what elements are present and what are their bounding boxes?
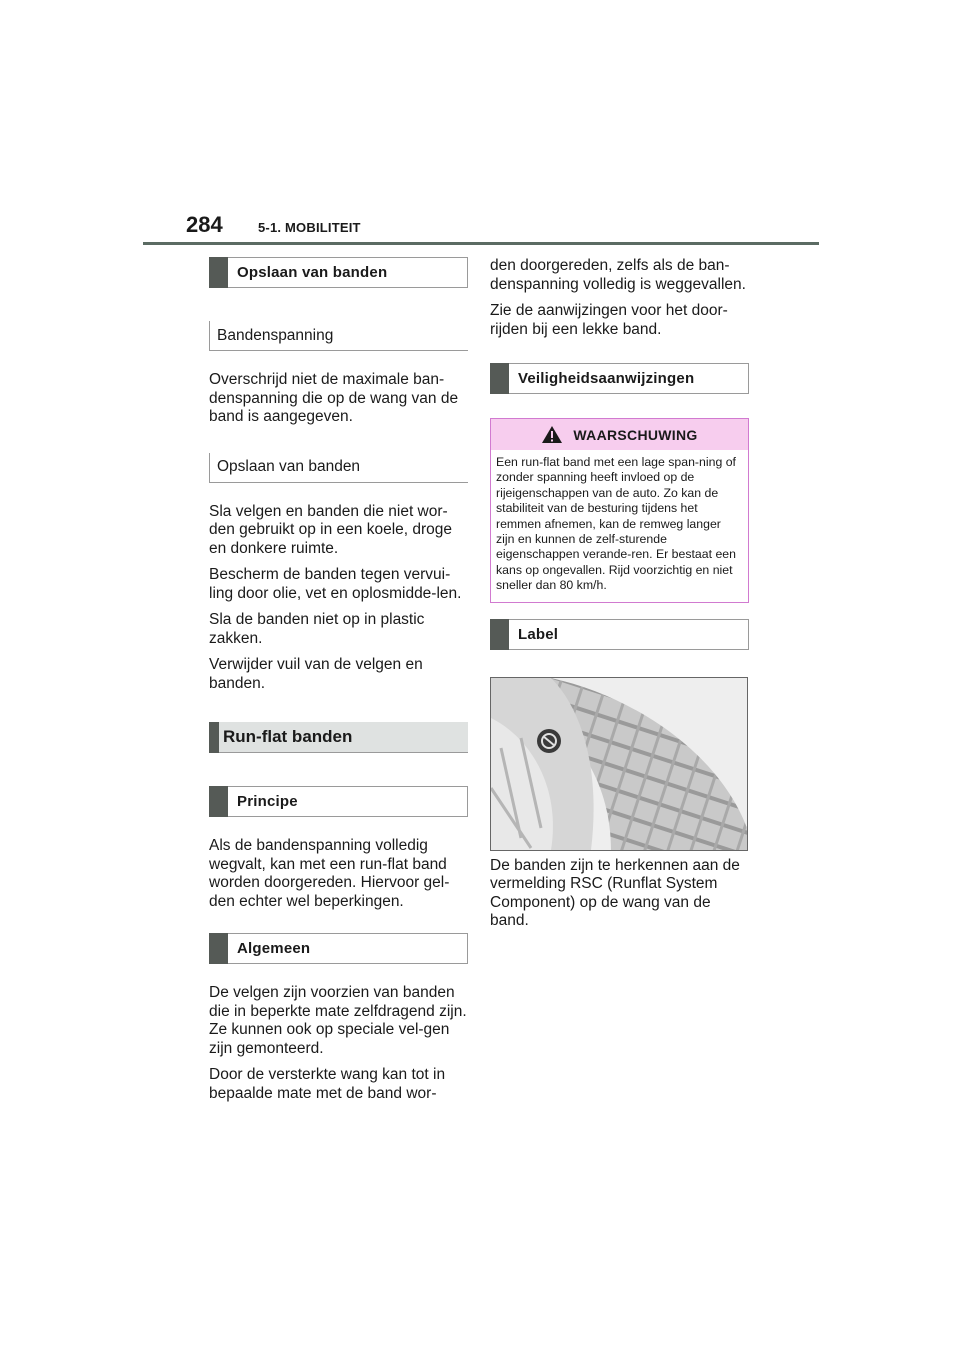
heading-principe: Principe: [209, 786, 468, 817]
warning-triangle-icon: [541, 425, 563, 444]
paragraph: De velgen zijn voorzien van banden die in beperkte mate zelfdragend zijn. Ze kunnen ook op speciale vel-gen zijn gemonteerd.: [209, 984, 467, 1057]
paragraph: Als de bandenspanning volledig wegvalt, kan met een run-flat band worden doorgereden. Hiervoor gel-den echter wel beperkingen.: [209, 837, 450, 910]
warning-text: Een run-flat band met een lage span-ning of zonder spanning heeft invloed op de rijeigenschappen van de auto. Zo kan de stabiliteit van de besturing tijdens het remmen afnemen, kan de remweg langer zijn en kunnen de zelf-sturende eigenschappen verande-ren. Er bestaat een kans op ongevallen. Rijd voorzichtig en niet sneller dan 80 km/h.: [496, 455, 736, 593]
paragraph: Sla velgen en banden die niet wor-den gebruikt op in een koele, droge en donkere ruimte.: [209, 502, 453, 557]
paragraph: den doorgereden, zelfs als de ban-denspanning volledig is weggevallen.: [490, 257, 746, 293]
paragraph: Overschrijd niet de maximale ban-denspanning die op de wang van de band is aangegeven.: [209, 371, 459, 425]
paragraph: Zie de aanwijzingen voor het door-rijden bij een lekke band.: [490, 302, 728, 338]
header-rule: [143, 242, 819, 245]
subheading-opslaan-van-banden: Opslaan van banden: [209, 453, 468, 483]
section-title: 5-1. MOBILITEIT: [258, 220, 361, 235]
heading-veiligheidsaanwijzingen: Veiligheidsaanwijzingen: [490, 363, 749, 394]
left-column: [209, 257, 468, 1111]
warning-title: WAARSCHUWING: [573, 426, 698, 443]
heading-opslaan-van-banden: Opslaan van banden: [209, 257, 468, 288]
paragraph: Sla de banden niet op in plastic zakken.: [209, 611, 425, 647]
paragraph: De banden zijn te herkennen aan de vermelding RSC (Runflat System Component) op de wang van de band.: [490, 856, 740, 930]
page-number: 284: [186, 212, 223, 237]
warning-header: [491, 419, 748, 450]
paragraph: Verwijder vuil van de velgen en banden.: [209, 656, 423, 692]
paragraph: Door de versterkte wang kan tot in bepaalde mate met de band wor-: [209, 1066, 446, 1102]
heading-run-flat-banden: Run-flat banden: [209, 722, 468, 753]
warning-box: [490, 418, 749, 603]
subheading-bandenspanning: Bandenspanning: [209, 321, 468, 351]
tire-rsc-illustration: [490, 677, 748, 851]
heading-label: Label: [490, 619, 749, 650]
paragraph: Bescherm de banden tegen vervui-ling door olie, vet en oplosmidde-len.: [209, 566, 462, 602]
heading-algemeen: Algemeen: [209, 933, 468, 964]
right-column: [490, 257, 749, 939]
